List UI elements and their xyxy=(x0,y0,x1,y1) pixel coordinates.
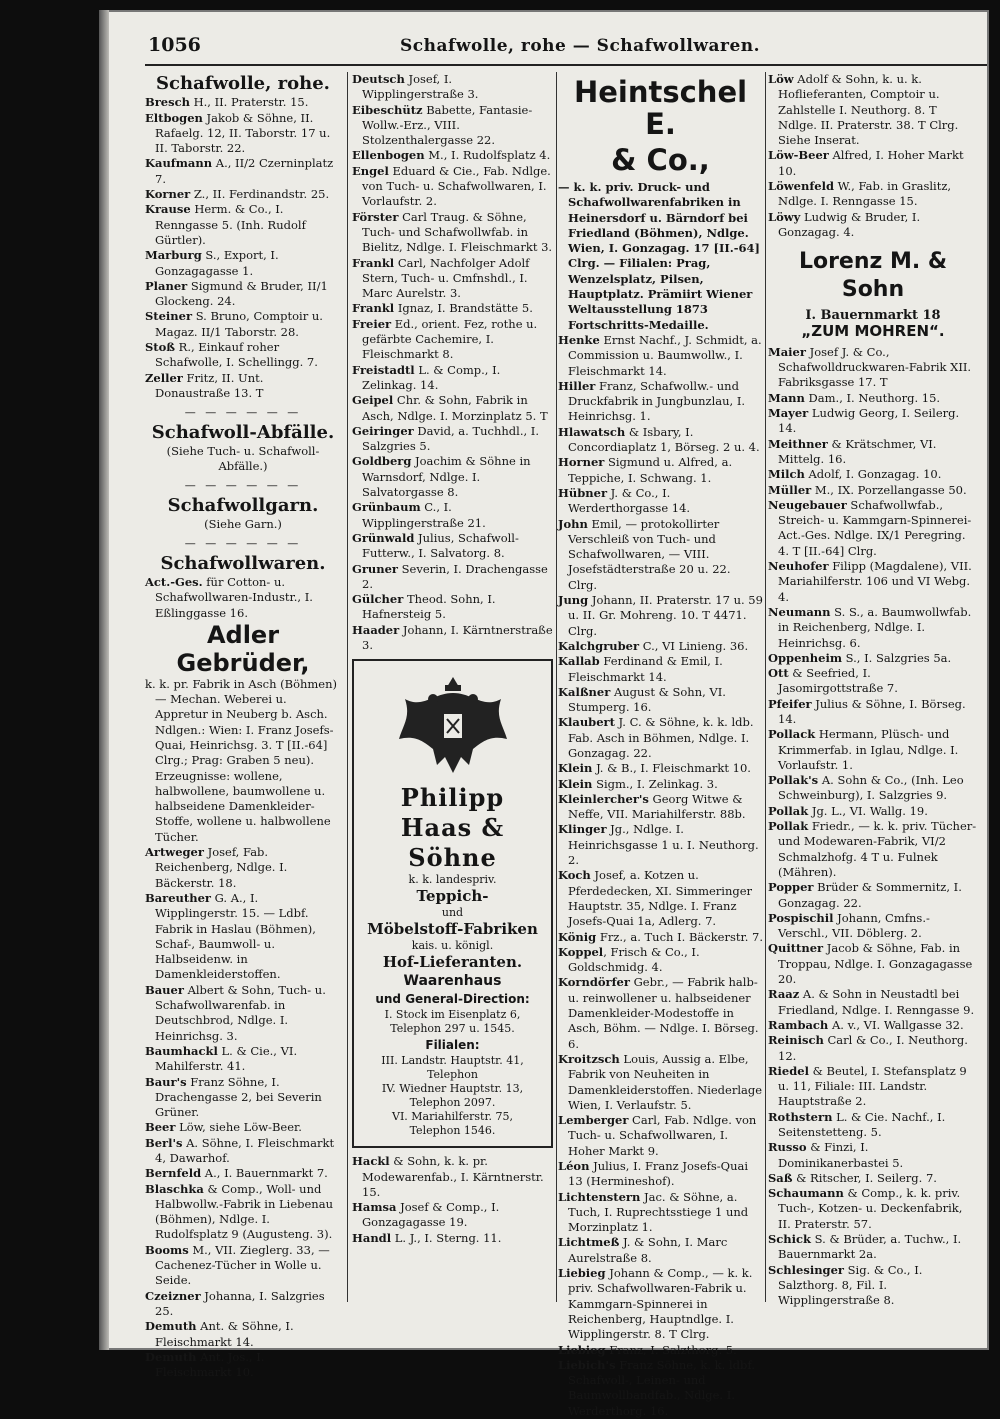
directory-entry: Quittner Jacob & Söhne, Fab. in Troppau, Ndlge. I. Gonzagagasse 20. xyxy=(768,941,973,987)
ad-line-6: Hof-Lieferanten. xyxy=(382,953,523,972)
directory-entry: Klinger Jg., Ndlge. I. Heinrichsgasse 1 u. I. Neuthorg. 2. xyxy=(558,822,759,868)
running-head: Schafwolle, rohe — Schafwollwaren. xyxy=(400,36,761,56)
directory-entry: Löw-Beer Alfred, I. Hoher Markt 10. xyxy=(768,148,964,178)
section-divider: — — — — — — xyxy=(184,537,302,551)
directory-entry: Raaz A. & Sohn in Neustadtl bei Friedland, Ndlge. I. Renngasse 9. xyxy=(768,987,975,1017)
column-1 xyxy=(145,72,341,1380)
directory-entry: Mayer Ludwig Georg, I. Seilerg. 14. xyxy=(768,406,960,436)
section-note-garn: (Siehe Garn.) xyxy=(204,517,282,532)
directory-entry: Löw Adolf & Sohn, k. u. k. Hoflieferanten, Comptoir u. Zahlstelle I. Neuthorg. 8. T Ndlge. II. Praterstr. 38. T Clrg. Siehe Inserat. xyxy=(768,72,959,148)
directory-entry: Steiner S. Bruno, Comptoir u. Magaz. II/1 Taborstr. 28. xyxy=(145,309,323,339)
directory-entry: Jung Johann, II. Praterstr. 17 u. 59 u. II. Gr. Mohreng. 10. T 4471. Clrg. xyxy=(558,593,763,638)
directory-entry: Act.-Ges. für Cotton- u. Schafwollwaren-Industr., I. Eßlinggasse 16. xyxy=(145,574,313,620)
directory-entry: Deutsch Josef, I. Wipplingerstraße 3. xyxy=(352,72,479,102)
directory-entry: Hlawatsch & Isbary, I. Concordiaplatz 1, Börseg. 2 u. 4. xyxy=(558,424,760,455)
adler-text: k. k. pr. Fabrik in Asch (Böhmen) — Mechan. Weberei u. Appretur in Neuberg b. Asch. Ndlgen.: Wien: I. Franz Josefs-Quai, Heinrichsg. 3. T [II.-64] Clrg.; Prag: Graben 5 neu). Erzeugnisse: wollene, halbwollene, baumwollene u. halbseidene Damenkleider-Stoffe, wollene u. halbwollene Tücher. xyxy=(145,676,338,844)
section-heading-garn: Schafwollgarn. xyxy=(167,494,319,516)
directory-entry: Demuth Ant. & Söhne, I. Fleischmarkt 14. xyxy=(145,1319,294,1349)
directory-entry: Handl L. J., I. Sterng. 11. xyxy=(352,1230,502,1245)
directory-entry: Artweger Josef, Fab. Reichenberg, Ndlge. I. Bäckerstr. 18. xyxy=(145,845,288,890)
directory-entry: Rambach A. v., VI. Wallgasse 32. xyxy=(768,1017,964,1032)
directory-entry: Léon Julius, I. Franz Josefs-Quai 13 (Hermineshof). xyxy=(558,1159,749,1189)
haas-advertisement xyxy=(352,659,553,1148)
directory-entry: Reinisch Carl & Co., I. Neuthorg. 12. xyxy=(768,1033,968,1063)
directory-entry: Baur's Franz Söhne, I. Drachengasse 2, bei Severin Grüner. xyxy=(145,1074,322,1120)
directory-entry: Gruner Severin, I. Drachengasse 2. xyxy=(352,561,548,591)
ad-name-1: Philipp xyxy=(400,783,505,813)
ad-line-14: IV. Wiedner Hauptstr. 13, xyxy=(381,1082,524,1096)
directory-entry: Ellenbogen M., I. Rudolfsplatz 4. xyxy=(352,148,551,163)
directory-entry: Kroitzsch Louis, Aussig a. Elbe, Fabrik von Neuheiten in Damenkleiderstoffen. Niederlage Wien, I. Verlaufstr. 5. xyxy=(558,1051,763,1112)
directory-entry: Lichtmeß J. & Sohn, I. Marc Aurelstraße 8. xyxy=(558,1235,728,1265)
heintschel-name: Heintschel E. xyxy=(573,75,748,141)
directory-entry: Pollak Jg. L., VI. Wallg. 19. xyxy=(768,803,928,818)
directory-entry: Goldberg Joachim & Söhne in Warnsdorf, Ndlge. I. Salvatorgasse 8. xyxy=(352,454,531,500)
directory-entry: König Frz., a. Tuch I. Bäckerstr. 7. xyxy=(558,929,764,944)
directory-entry: Kalßner August & Sohn, VI. Stumperg. 16. xyxy=(558,684,726,715)
directory-entry: Maier Josef J. & Co., Schafwolldruckwaren-Fabrik XII. Fabriksgasse 17. T xyxy=(768,344,972,390)
entry-list-rohe xyxy=(145,95,341,401)
directory-entry: Berl's A. Söhne, I. Fleischmarkt 4, Dawarhof. xyxy=(145,1135,335,1165)
ad-line-3: und xyxy=(441,906,464,920)
entry-list-col3 xyxy=(558,333,763,1419)
directory-entry: Milch Adolf, I. Gonzagag. 10. xyxy=(768,467,942,482)
directory-entry: Koppel, Frisch & Co., I. Goldschmidg. 4. xyxy=(558,944,700,975)
column-divider xyxy=(347,72,348,1302)
section-heading-abfaelle: Schafwoll-Abfälle. xyxy=(151,421,335,443)
directory-entry: Frankl Carl, Nachfolger Adolf Stern, Tuch- u. Cmfnshdl., I. Marc Aurelstr. 3. xyxy=(352,255,530,301)
directory-entry: Rothstern L. & Cie. Nachf., I. Seitenstetteng. 5. xyxy=(768,1109,946,1139)
directory-entry: Klaubert J. C. & Söhne, k. k. ldb. Fab. Asch in Böhmen, Ndlge. I. Gonzagag. 22. xyxy=(558,715,754,760)
directory-entry: Bresch H., II. Praterstr. 15. xyxy=(145,95,309,110)
directory-entry: Lemberger Carl, Fab. Ndlge. von Tuch- u. Schafwollwaren, I. Hoher Markt 9. xyxy=(558,1113,757,1158)
directory-entry: John Emil, — protokollirter Verschleiß von Tuch- und Schafwollwaren, — VIII. Josefstädterstraße 20 u. 22. Clrg. xyxy=(558,516,731,592)
column-divider xyxy=(556,72,557,1302)
directory-entry: Russo & Finzi, I. Dominikanerbastei 5. xyxy=(768,1140,904,1170)
directory-entry: Booms M., VII. Zieglerg. 33, — Cachenez-Tücher in Wolle u. Seide. xyxy=(145,1242,330,1288)
entry-list-waren-b xyxy=(145,845,341,1380)
ad-line-7: Waarenhaus xyxy=(403,973,502,990)
column-3 xyxy=(558,72,764,1418)
section-note-abfaelle: (Siehe Tuch- u. Schafwoll-Abfälle.) xyxy=(166,443,320,474)
directory-entry: Kleinlercher's Georg Witwe & Neffe, VII. Mariahilferstr. 88b. xyxy=(558,791,746,822)
directory-entry: Löwenfeld W., Fab. in Graslitz, Ndlge. I. Renngasse 15. xyxy=(768,179,952,209)
ad-line-8: und General-Direction: xyxy=(375,992,530,1007)
entry-list-col2-after xyxy=(352,1154,555,1246)
directory-entry: Haader Johann, I. Kärntnerstraße 3. xyxy=(352,622,553,652)
ad-line-10: Telephon 297 u. 1545. xyxy=(390,1022,515,1036)
heintschel-text: — k. k. priv. Druck- und Schafwollwarenfabriken in Heinersdorf u. Bärndorf bei Friedland (Böhmen), Ndlge. Wien, I. Gonzagag. 17 [II.-64] Clrg. — Filialen: Prag, Wenzelsplatz, Pilsen, Hauptplatz. Prämiirt Wiener Weltausstellung 1873 Fortschritts-Medaille. xyxy=(558,180,760,332)
directory-entry: Blaschka & Comp., Woll- und Halbwollw.-Fabrik in Liebenau (Böhmen), Ndlge. I. Rudolfsplatz 9 (Augusteng. 3). xyxy=(145,1181,333,1242)
directory-entry: Demuth Ant. Jos., I. Fleischmarkt 10. xyxy=(145,1349,265,1380)
entry-list-waren xyxy=(145,575,341,621)
lorenz-name: Lorenz M. & Sohn xyxy=(798,249,948,303)
directory-entry: Neumann S. S., a. Baumwollwfab. in Reichenberg, Ndlge. I. Heinrichsg. 6. xyxy=(768,604,972,650)
ad-line-1: k. k. landespriv. xyxy=(408,873,497,887)
directory-entry: Grünbaum C., I. Wipplingerstraße 21. xyxy=(352,500,486,530)
directory-entry: Krause Herm. & Co., I. Renngasse 5. (Inh. Rudolf Gürtler). xyxy=(145,202,306,247)
directory-entry: Lichtenstern Jac. & Söhne, a. Tuch, I. Ruprechtsstiege 1 und Morzinplatz 1. xyxy=(558,1189,749,1235)
directory-entry: Förster Carl Traug. & Söhne, Tuch- und Schafwollwfab. in Bielitz, Ndlge. I. Fleischmarkt 3. xyxy=(352,209,553,255)
directory-entry: Korner Z., II. Ferdinandstr. 25. xyxy=(145,187,330,202)
ad-line-12: III. Landstr. Hauptstr. 41, xyxy=(381,1054,524,1068)
ad-name-2: Haas & Söhne xyxy=(400,813,505,873)
heintschel-name-2: & Co., xyxy=(611,143,710,177)
directory-entry: Geiringer David, a. Tuchhdl., I. Salzgries 5. xyxy=(352,423,540,454)
ad-line-13: Telephon xyxy=(427,1068,478,1082)
directory-entry: Kallab Ferdinand & Emil, I. Fleischmarkt 14. xyxy=(558,654,723,684)
entry-list-col2 xyxy=(352,72,555,653)
directory-entry: Zeller Fritz, II. Unt. Donaustraße 13. T xyxy=(145,370,264,400)
directory-entry: Ott & Seefried, I. Jasomirgottstraße 7. xyxy=(768,666,898,696)
lorenz-address: I. Bauernmarkt 18 xyxy=(805,308,941,324)
directory-entry: Hamsa Josef & Comp., I. Gonzagagasse 19. xyxy=(352,1200,500,1230)
section-divider: — — — — — — xyxy=(184,479,302,493)
header-rule xyxy=(145,64,987,66)
directory-entry: Pospischil Johann, Cmfns.-Verschl., VII. Döblerg. 2. xyxy=(768,910,930,941)
directory-entry: Stoß R., Einkauf roher Schafwolle, I. Schellingg. 7. xyxy=(145,340,318,370)
ad-line-5: kais. u. königl. xyxy=(411,939,494,953)
adler-name: Adler Gebrüder, xyxy=(176,620,310,677)
directory-entry: Freier Ed., orient. Fez, rothe u. gefärbte Cachemire, I. Fleischmarkt 8. xyxy=(352,316,538,362)
directory-entry: Oppenheim S., I. Salzgries 5a. xyxy=(768,650,952,665)
directory-entry: Neuhofer Filipp (Magdalene), VII. Mariahilferstr. 106 und VI Webg. 4. xyxy=(768,559,972,604)
double-eagle-icon xyxy=(393,669,513,779)
section-heading-rohe: Schafwolle, rohe. xyxy=(156,73,330,94)
directory-entry: Gülcher Theod. Sohn, I. Hafnersteig 5. xyxy=(352,592,496,622)
directory-entry: Baumhackl L. & Cie., VI. Mahilferstr. 41. xyxy=(145,1043,298,1074)
directory-entry: Liebich's Franz Söhne, k. k. ldbf. Schafwoll-, Leinen- und Baumwollbandfab., Ndlge. I. Werderthorg. 16. xyxy=(558,1357,755,1418)
directory-entry: Marburg S., Export, I. Gonzagagasse 1. xyxy=(145,248,279,278)
directory-entry: Korndörfer Gebr., — Fabrik halb- u. reinwollener u. halbseidener Damenkleider-Modestoffe in Asch, Böhm. — Ndlge. I. Börseg. 6. xyxy=(558,975,759,1051)
directory-entry: Riedel & Beutel, I. Stefansplatz 9 u. 11, Filiale: III. Landstr. Hauptstraße 2. xyxy=(768,1063,967,1109)
directory-entry: Schaumann & Comp., k. k. priv. Tuch-, Kotzen- u. Deckenfabrik, II. Praterstr. 57. xyxy=(768,1186,963,1231)
directory-entry: Frankl Ignaz, I. Brandstätte 5. xyxy=(352,301,533,316)
directory-entry: Horner Sigmund u. Alfred, a. Teppiche, I. Schwang. 1. xyxy=(558,455,733,485)
directory-entry: Freistadtl L. & Comp., I. Zelinkag. 14. xyxy=(352,362,501,392)
directory-entry: Hübner J. & Co., I. Werderthorgasse 14. xyxy=(558,485,691,516)
directory-entry: Koch Josef, a. Kotzen u. Pferdedecken, XI. Simmeringer Hauptstr. 35, Ndlge. I. Franz Josefs-Quai 1a, Adlerg. 7. xyxy=(558,868,753,929)
directory-entry: Czeizner Johanna, I. Salzgries 25. xyxy=(145,1288,325,1318)
ad-line-9: I. Stock im Eisenplatz 6, xyxy=(384,1008,521,1022)
directory-entry: Liebieg Franz, I. Salzthorg. 5. xyxy=(558,1342,737,1357)
directory-entry: Hackl & Sohn, k. k. pr. Modewarenfab., I. Kärntnerstr. 15. xyxy=(352,1154,544,1199)
directory-entry: Pfeifer Julius & Söhne, I. Börseg. 14. xyxy=(768,696,966,726)
directory-entry: Klein J. & B., I. Fleischmarkt 10. xyxy=(558,761,751,776)
directory-entry: Pollak Friedr., — k. k. priv. Tücher- und Modewaren-Fabrik, VI/2 Schmalzhofg. 4 T u. Fulnek (Mähren). xyxy=(768,819,977,879)
directory-entry: Klein Sigm., I. Zelinkag. 3. xyxy=(558,776,718,791)
directory-entry: Bauer Albert & Sohn, Tuch- u. Schafwollwarenfab. in Deutschbrod, Ndlge. I. Heinrichsg. 3. xyxy=(145,982,326,1043)
ad-line-11: Filialen: xyxy=(425,1038,480,1053)
directory-entry: Pollack Hermann, Plüsch- und Krimmerfab. in Iglau, Ndlge. I. Vorlaufstr. 1. xyxy=(768,727,959,772)
directory-entry: Engel Eduard & Cie., Fab. Ndlge. von Tuch- u. Schafwollwaren, I. Vorlaufstr. 2. xyxy=(352,163,551,209)
directory-entry: Beer Löw, siehe Löw-Beer. xyxy=(145,1120,302,1135)
ad-line-17: Telephon 1546. xyxy=(409,1124,496,1138)
directory-entry: Pollak's A. Sohn & Co., (Inh. Leo Schweinburg), I. Salzgries 9. xyxy=(768,773,964,803)
directory-entry: Bernfeld A., I. Bauernmarkt 7. xyxy=(145,1166,328,1181)
section-heading-waren: Schafwollwaren. xyxy=(160,552,326,574)
ad-line-15: Telephon 2097. xyxy=(409,1096,496,1110)
entry-list-col4-b xyxy=(768,345,978,1309)
directory-entry: Eibeschütz Babette, Fantasie-Wollw.-Erz., VIII. Stolzenthalergasse 22. xyxy=(352,102,533,148)
directory-entry: Eltbogen Jakob & Söhne, II. Rafaelg. 12, II. Taborstr. 17 u. II. Taborstr. 22. xyxy=(145,110,331,156)
page-number: 1056 xyxy=(148,34,201,56)
directory-entry: Henke Ernst Nachf., J. Schmidt, a. Commission u. Baumwollw., I. Fleischmarkt 14. xyxy=(558,332,762,378)
directory-entry: Planer Sigmund & Bruder, II/1 Glockeng. 24. xyxy=(145,278,328,309)
directory-entry: Geipel Chr. & Sohn, Fabrik in Asch, Ndlge. I. Morzinplatz 5. T xyxy=(352,393,548,423)
directory-entry: Saß & Ritscher, I. Seilerg. 7. xyxy=(768,1170,937,1185)
directory-entry: Bareuther G. A., I. Wipplingerstr. 15. — Ldbf. Fabrik in Haslau (Böhmen), Schaf-, Baumwoll- u. Halbseidenw. in Damenkleiderstoffen. xyxy=(145,890,316,982)
directory-entry: Popper Brüder & Sommernitz, I. Gonzagag. 22. xyxy=(768,880,962,910)
directory-entry: Kaufmann A., II/2 Czerninplatz 7. xyxy=(145,156,334,186)
directory-entry: Schlesinger Sig. & Co., I. Salzthorg. 8, Fil. I. Wipplingerstraße 8. xyxy=(768,1262,923,1308)
section-divider: — — — — — — xyxy=(184,406,302,420)
ad-line-2: Teppich- xyxy=(416,887,489,906)
lorenz-sign: „ZUM MOHREN“. xyxy=(801,321,945,340)
directory-entry: Hiller Franz, Schafwollw.- und Druckfabrik in Jungbunzlau, I. Heinrichsg. 1. xyxy=(558,378,746,424)
ad-line-16: VI. Mariahilferstr. 75, xyxy=(392,1110,513,1124)
column-4 xyxy=(768,72,978,1308)
directory-entry: Kalchgruber C., VI Linieng. 36. xyxy=(558,638,749,653)
directory-entry: Müller M., IX. Porzellangasse 50. xyxy=(768,482,967,497)
directory-entry: Neugebauer Schafwollwfab., Streich- u. Kammgarn-Spinnerei-Act.-Ges. Ndlge. IX/1 Peregring. 4. T [II.-64] Clrg. xyxy=(768,497,972,558)
directory-entry: Mann Dam., I. Neuthorg. 15. xyxy=(768,390,941,405)
directory-entry: Liebieg Johann & Comp., — k. k. priv. Schafwollwaren-Fabrik u. Kammgarn-Spinnerei in Reichenberg, Hauptndlge. I. Wipplingerstr. 8. T Clrg. xyxy=(558,1266,753,1342)
directory-entry: Grünwald Julius, Schafwoll-Futterw., I. Salvatorg. 8. xyxy=(352,530,519,561)
column-2 xyxy=(352,72,555,1290)
directory-entry: Löwy Ludwig & Bruder, I. Gonzagag. 4. xyxy=(768,209,921,239)
directory-entry: Schick S. & Brüder, a. Tuchw., I. Bauernmarkt 2a. xyxy=(768,1232,962,1262)
directory-entry: Meithner & Krätschmer, VI. Mittelg. 16. xyxy=(768,436,937,466)
page-edge xyxy=(99,10,109,1350)
ad-line-4: Möbelstoff-Fabriken xyxy=(367,920,538,939)
column-divider xyxy=(765,72,766,1302)
entry-list-col4 xyxy=(768,72,978,240)
